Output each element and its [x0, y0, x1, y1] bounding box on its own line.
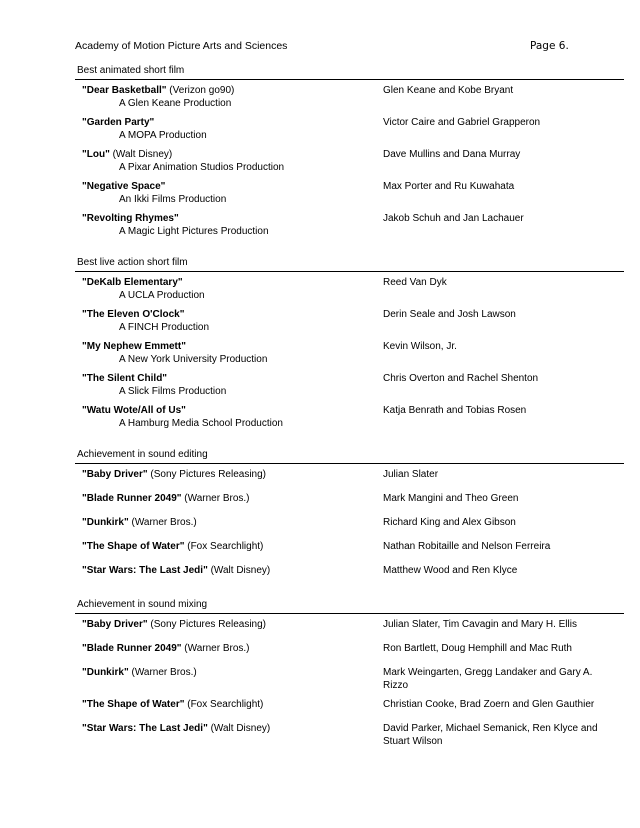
production-company: A Hamburg Media School Production	[119, 418, 283, 429]
film-title: "Lou"	[82, 149, 110, 160]
film-distributor: (Fox Searchlight)	[184, 541, 264, 552]
film-line	[82, 618, 266, 631]
production-company: A Glen Keane Production	[119, 98, 232, 109]
nominee-names: David Parker, Michael Semanick, Ren Klyce and Stuart Wilson	[383, 723, 598, 747]
section-title: Best live action short film	[77, 257, 188, 268]
film-line	[82, 340, 186, 353]
nominee-names: Christian Cooke, Brad Zoern and Glen Gauthier	[383, 699, 595, 710]
film-line	[82, 212, 179, 225]
film-distributor: (Warner Bros.)	[128, 517, 197, 528]
film-line	[82, 180, 165, 193]
film-line	[82, 404, 186, 417]
film-distributor: (Walt Disney)	[109, 149, 173, 160]
award-section	[75, 64, 624, 237]
film-distributor: (Warner Bros.)	[181, 643, 250, 654]
film-line	[82, 468, 266, 481]
film-title: "Dunkirk"	[82, 667, 129, 678]
nominee-names: Kevin Wilson, Jr.	[383, 341, 457, 352]
film-distributor: (Sony Pictures Releasing)	[147, 469, 267, 480]
section-divider	[75, 79, 624, 80]
film-line	[82, 372, 167, 385]
section-divider	[75, 463, 624, 464]
film-distributor: (Sony Pictures Releasing)	[147, 619, 267, 630]
film-line	[82, 276, 183, 289]
production-company: A FINCH Production	[119, 322, 210, 333]
nominee-names: Max Porter and Ru Kuwahata	[383, 181, 515, 192]
film-title: "My Nephew Emmett"	[82, 341, 186, 352]
page-number: Page 6.	[530, 40, 569, 52]
production-company: A MOPA Production	[119, 130, 207, 141]
nominee-names: Richard King and Alex Gibson	[383, 517, 516, 528]
film-title: "The Eleven O'Clock"	[82, 309, 185, 320]
production-company: A New York University Production	[119, 354, 268, 365]
award-section	[75, 598, 624, 747]
film-title: "Garden Party"	[82, 117, 155, 128]
film-title: "Watu Wote/All of Us"	[82, 405, 186, 416]
nominee-names: Mark Mangini and Theo Green	[383, 493, 519, 504]
film-line	[82, 516, 197, 529]
film-line	[82, 308, 184, 321]
nominee-names: Julian Slater	[383, 469, 439, 480]
nominee-names: Derin Seale and Josh Lawson	[383, 309, 516, 320]
award-section	[75, 448, 624, 576]
film-line	[82, 492, 250, 505]
film-title: "Star Wars: The Last Jedi"	[82, 565, 208, 576]
film-distributor: (Fox Searchlight)	[184, 699, 264, 710]
film-line	[82, 564, 270, 577]
film-title: "Blade Runner 2049"	[82, 493, 182, 504]
film-line	[82, 722, 270, 735]
film-distributor: (Warner Bros.)	[128, 667, 197, 678]
film-line	[82, 116, 154, 129]
production-company: A Pixar Animation Studios Production	[119, 162, 285, 173]
nominee-names: Ron Bartlett, Doug Hemphill and Mac Ruth	[383, 643, 572, 654]
nominee-names: Glen Keane and Kobe Bryant	[383, 85, 514, 96]
nominee-names: Dave Mullins and Dana Murray	[383, 149, 521, 160]
production-company: A Magic Light Pictures Production	[119, 226, 269, 237]
nominee-names: Katja Benrath and Tobias Rosen	[383, 405, 527, 416]
film-title: "Baby Driver"	[82, 619, 148, 630]
nominee-names: Nathan Robitaille and Nelson Ferreira	[383, 541, 551, 552]
film-line	[82, 148, 172, 161]
film-title: "DeKalb Elementary"	[82, 277, 183, 288]
nominee-names: Matthew Wood and Ren Klyce	[383, 565, 518, 576]
nominee-names: Reed Van Dyk	[383, 277, 447, 288]
production-company: A UCLA Production	[119, 290, 205, 301]
nominee-names: Julian Slater, Tim Cavagin and Mary H. Ellis	[383, 619, 577, 630]
film-title: "The Silent Child"	[82, 373, 168, 384]
film-line	[82, 84, 234, 97]
section-divider	[75, 271, 624, 272]
film-line	[82, 698, 263, 711]
nominee-names: Jakob Schuh and Jan Lachauer	[383, 213, 524, 224]
document-header-org: Academy of Motion Picture Arts and Sciences	[75, 40, 288, 52]
film-line	[82, 642, 250, 655]
film-distributor: (Verizon go90)	[166, 85, 235, 96]
film-title: "Blade Runner 2049"	[82, 643, 182, 654]
film-title: "Negative Space"	[82, 181, 166, 192]
film-line	[82, 666, 197, 679]
film-title: "Dear Basketball"	[82, 85, 167, 96]
film-title: "Star Wars: The Last Jedi"	[82, 723, 208, 734]
film-title: "The Shape of Water"	[82, 541, 185, 552]
nominee-names: Mark Weingarten, Gregg Landaker and Gary A. Rizzo	[383, 667, 593, 691]
film-title: "Revolting Rhymes"	[82, 213, 179, 224]
nominee-names: Chris Overton and Rachel Shenton	[383, 373, 539, 384]
film-distributor: (Warner Bros.)	[181, 493, 250, 504]
film-distributor: (Walt Disney)	[207, 723, 271, 734]
film-line	[82, 540, 263, 553]
section-title: Best animated short film	[77, 65, 185, 76]
film-title: "Dunkirk"	[82, 517, 129, 528]
production-company: A Slick Films Production	[119, 386, 227, 397]
film-distributor: (Walt Disney)	[207, 565, 271, 576]
section-divider	[75, 613, 624, 614]
section-title: Achievement in sound editing	[77, 449, 208, 460]
production-company: An Ikki Films Production	[119, 194, 227, 205]
film-title: "The Shape of Water"	[82, 699, 185, 710]
section-title: Achievement in sound mixing	[77, 599, 208, 610]
award-section	[75, 256, 624, 429]
film-title: "Baby Driver"	[82, 469, 148, 480]
nominee-names: Victor Caire and Gabriel Grapperon	[383, 117, 541, 128]
